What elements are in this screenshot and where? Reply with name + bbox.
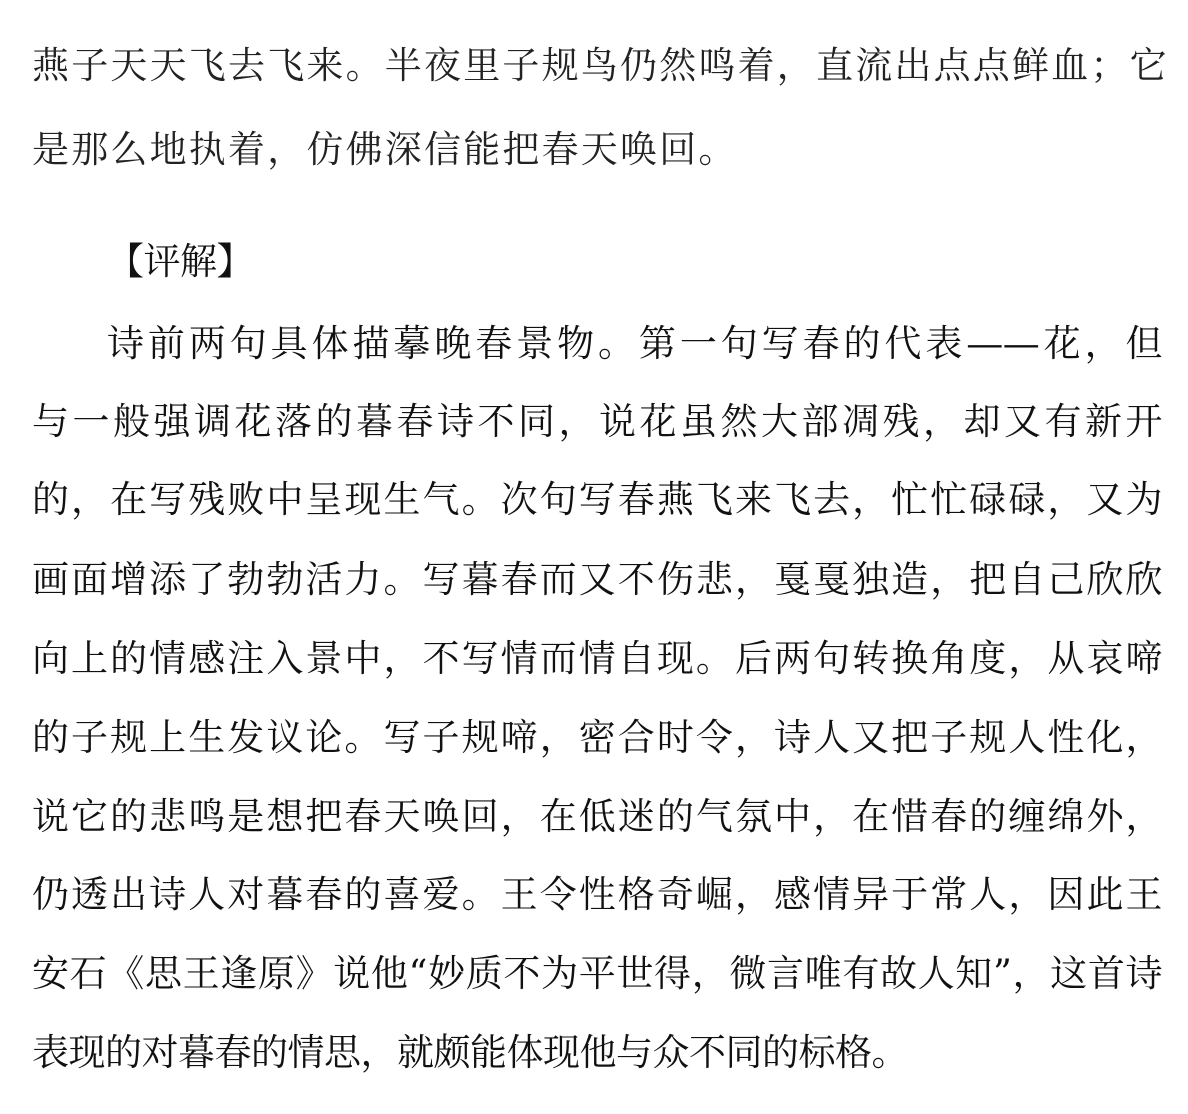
commentary-heading: 【评解】: [107, 240, 253, 283]
commentary-line-10: 表现的对暮春的情思，就颇能体现他与众不同的标格。: [32, 1031, 908, 1074]
commentary-line-4: 画面增添了勃勃活力。写暮春而又不伤悲，戛戛独造，把自己欣欣: [32, 558, 1162, 601]
commentary-line-7: 说它的悲鸣是想把春天唤回，在低迷的气氛中，在惜春的缠绵外，: [32, 795, 1162, 838]
commentary-line-3: 的，在写残败中呈现生气。次句写春燕飞来飞去，忙忙碌碌，又为: [32, 478, 1162, 521]
translation-line-1: 燕子天天飞去飞来。半夜里子规鸟仍然鸣着，直流出点点鲜血；它: [32, 44, 1169, 87]
commentary-line-8: 仍透出诗人对暮春的喜爱。王令性格奇崛，感情异于常人，因此王: [32, 873, 1162, 916]
commentary-line-1: 诗前两句具体描摹晚春景物。第一句写春的代表——花，但: [107, 322, 1162, 365]
translation-line-2: 是那么地执着，仿佛深信能把春天唤回。: [32, 128, 738, 171]
commentary-line-6: 的子规上生发议论。写子规啼，密合时令，诗人又把子规人性化，: [32, 716, 1162, 759]
commentary-line-5: 向上的情感注入景中，不写情而情自现。后两句转换角度，从哀啼: [32, 637, 1162, 680]
commentary-line-2: 与一般强调花落的暮春诗不同，说花虽然大部凋残，却又有新开: [32, 400, 1162, 443]
commentary-line-9: 安石《思王逢原》说他“妙质不为平世得，微言唯有故人知”，这首诗: [32, 952, 1162, 995]
